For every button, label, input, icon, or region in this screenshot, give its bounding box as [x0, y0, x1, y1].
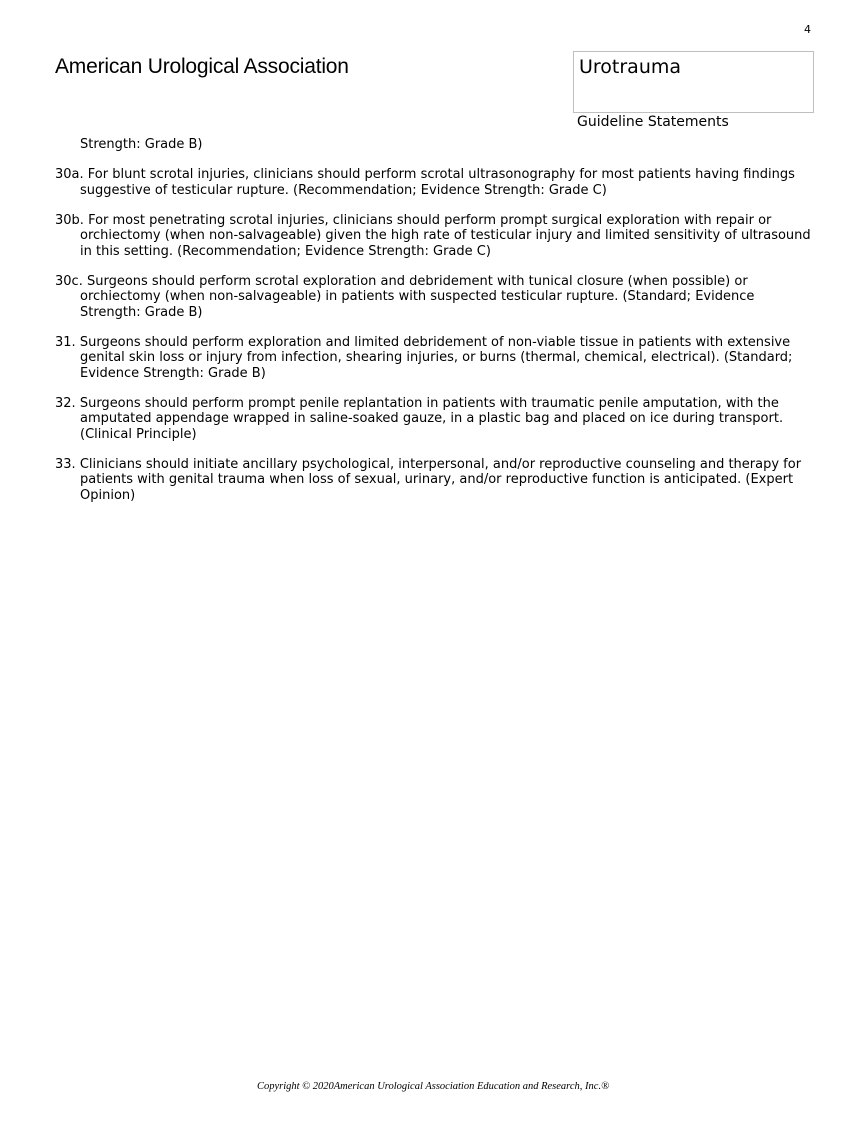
- statement-number: 30b.: [55, 212, 84, 228]
- statement-31: [55, 335, 815, 382]
- statement-text: For blunt scrotal injuries, clinicians should perform scrotal ultrasonography for most patients having findings suggestive of testicular rupture. (Recommendation; Evidence Strength: Grade C): [80, 167, 795, 198]
- statement-number: 33.: [55, 456, 76, 472]
- statement-32: [55, 396, 815, 443]
- statement-number: 32.: [55, 395, 76, 411]
- statement-number: 30a.: [55, 167, 84, 182]
- statement-30c: [55, 274, 815, 321]
- statement-text: Surgeons should perform exploration and limited debridement of non-viable tissue in patients with extensive genital skin loss or injury from infection, shearing injuries, or burns (thermal, chemical, electrical). (Standard; Evidence Strength: Grade B): [79, 334, 793, 381]
- statement-30a: [55, 167, 815, 198]
- statement-text: Surgeons should perform prompt penile replantation in patients with traumatic penile amputation, with the amputated appendage wrapped in saline-soaked gauze, in a plastic bag and placed on ice during transport. (Clinical Principle): [79, 395, 784, 442]
- document-title-box: [573, 51, 814, 113]
- organization-title: American Urological Association: [55, 55, 349, 78]
- statement-text: Clinicians should initiate ancillary psychological, interpersonal, and/or reproductive counseling and therapy for patients with genital trauma when loss of sexual, urinary, and/or reproductive function is anticipated. (Expert Opinion): [79, 456, 802, 503]
- copyright-footer: Copyright © 2020American Urological Association Education and Research, Inc.®: [256, 1081, 610, 1092]
- guideline-statements: [55, 137, 815, 518]
- statement-text: Surgeons should perform scrotal exploration and debridement with tunical closure (when possible) or orchiectomy (when non-salvageable) in patients with suspected testicular rupture. (Standard; Evidence Strength: Grade B): [80, 273, 755, 320]
- statement-number: 31.: [55, 334, 76, 350]
- statement-33: [55, 457, 815, 504]
- page-number: 4: [804, 23, 811, 36]
- statement-text: For most penetrating scrotal injuries, clinicians should perform prompt surgical exploration with repair or orchiectomy (when non-salvageable) given the high rate of testicular injury and limited sensitivity of ultrasound in this setting. (Recommendation; Evidence Strength: Grade C): [80, 212, 811, 259]
- statement-number: 30c.: [55, 273, 83, 289]
- document-title: Urotrauma: [579, 56, 682, 78]
- continued-text: Strength: Grade B): [80, 137, 203, 152]
- section-label: Guideline Statements: [577, 114, 729, 130]
- statement-30b: [55, 213, 815, 260]
